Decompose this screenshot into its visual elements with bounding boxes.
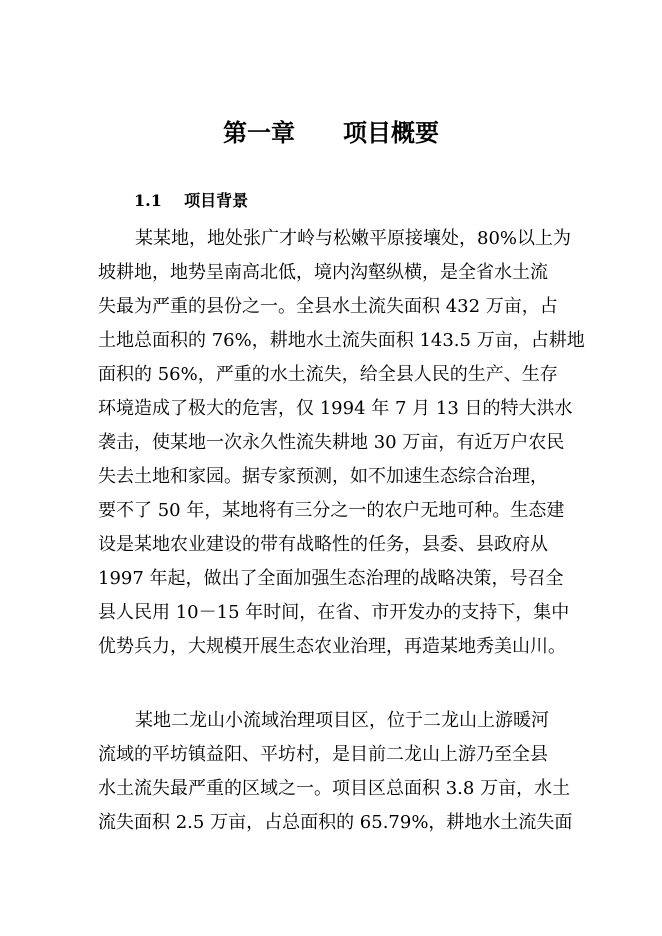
paragraph-line: 水土流失最严重的区域之一。项目区总面积 3.8 万亩，水土 [98,778,571,799]
paragraph-line: 某地二龙山小流域治理项目区，位于二龙山上游暖河 [135,710,549,731]
paragraph-line: 流域的平坊镇益阳、平坊村，是目前二龙山上游乃至全县 [98,744,548,765]
paragraph-line: 环境造成了极大的危害，仅 1994 年 7 月 13 日的特大洪水 [98,398,573,419]
section-title: 项目背景 [184,191,249,210]
paragraph-line: 某某地，地处张广才岭与松嫩平原接壤处，80%以上为 [135,228,572,249]
paragraph-line: 优势兵力，大规模开展生态农业治理，再造某地秀美山川。 [98,636,566,657]
paragraph-line: 县人民用 10－15 年时间，在省、市开发办的支持下，集中 [98,602,570,623]
section-heading [134,189,248,213]
paragraph-line: 面积的 56%，严重的水土流失，给全县人民的生产、生存 [98,364,558,385]
paragraph-line: 要不了 50 年，某地将有三分之一的农户无地可种。生态建 [98,500,565,521]
paragraph-line: 失去土地和家园。据专家预测，如不加速生态综合治理， [98,466,548,487]
paragraph-line: 坡耕地，地势呈南高北低，境内沟壑纵横，是全省水土流 [98,262,548,283]
paragraph-line: 土地总面积的 76%，耕地水土流失面积 143.5 万亩，占耕地 [98,330,585,351]
paragraph-background [98,222,585,664]
paragraph-project-area [98,704,573,840]
paragraph-line: 设是某地农业建设的带有战略性的任务，县委、县政府从 [98,534,548,555]
paragraph-line: 失最为严重的县份之一。全县水土流失面积 432 万亩，占 [98,296,558,317]
paragraph-line: 袭击，使某地一次永久性流失耕地 30 万亩，有近万户农民 [98,432,565,453]
paragraph-line: 流失面积 2.5 万亩，占总面积的 65.79%，耕地水土流失面 [98,812,573,833]
section-number: 1.1 [134,191,162,210]
paragraph-line: 1997 年起，做出了全面加强生态治理的战略决策，号召全 [98,568,564,589]
chapter-title: 第一章 项目概要 [223,118,439,147]
